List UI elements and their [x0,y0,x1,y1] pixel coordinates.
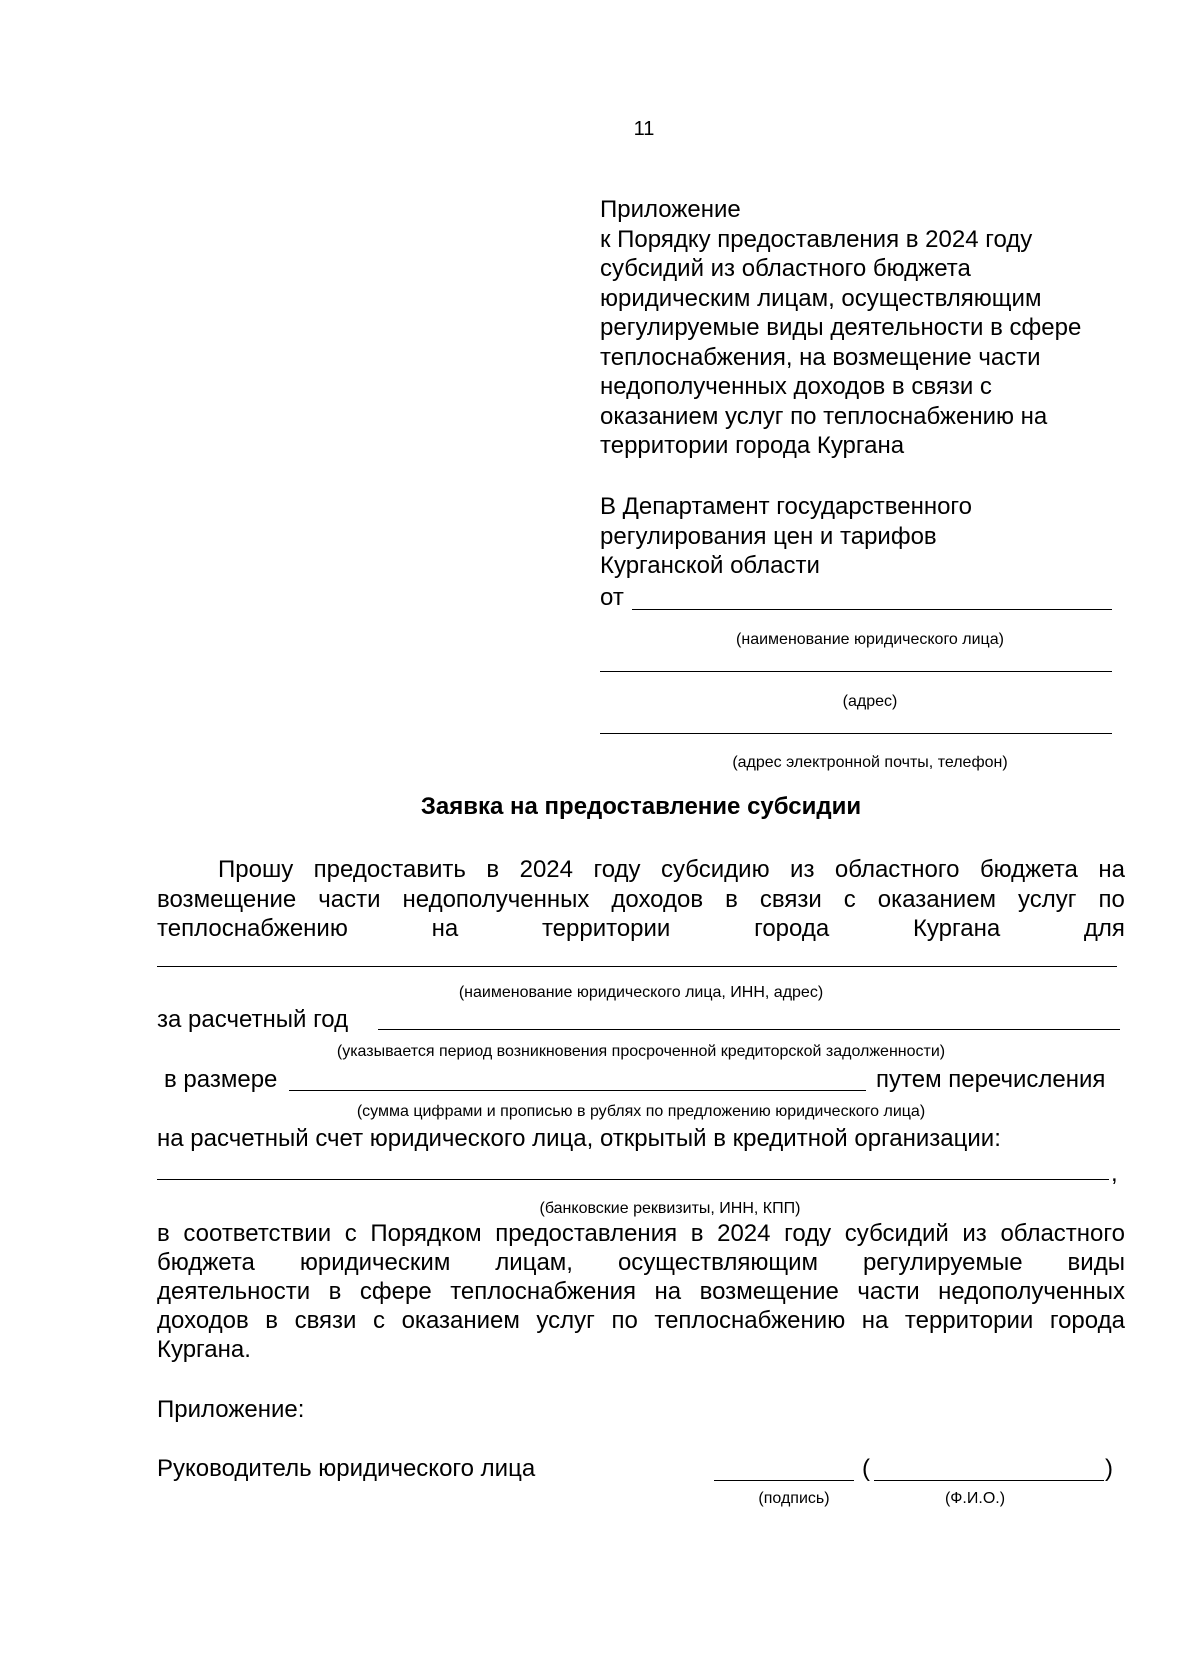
addressee-line: регулирования цен и тарифов [600,522,937,550]
close-paren: ) [1105,1455,1113,1482]
appendix-line: регулируемые виды деятельности в сфере [600,314,1082,341]
word: в [486,856,500,883]
word: с [843,886,856,913]
appendix-line: субсидий из областного бюджета [600,255,971,282]
signature-field[interactable] [714,1480,854,1481]
word: территории [541,915,671,942]
sum-caption: (сумма цифрами и прописью в рублях по предложению юридического лица) [356,1103,926,1120]
word: недополученных [938,1278,1125,1305]
full-name-caption: (Ф.И.О.) [944,1490,1006,1507]
word: теплоснабжению [654,1307,846,1334]
appendix-line: теплоснабжения, на возмещение части [600,343,1041,371]
addressee-line: В Департамент государственного [600,493,972,520]
word: на [861,1307,889,1334]
word: оказанием [401,1307,520,1334]
word: части [318,886,381,913]
word: предоставления [495,1220,678,1247]
word: областного [834,856,960,883]
comma: , [1111,1160,1118,1187]
applicant-address-caption: (адрес) [842,693,898,710]
word: регулируемые [862,1249,1023,1276]
word: лицам, [495,1249,573,1276]
word: году [593,856,641,883]
request-line [157,886,1125,914]
word: 2024 [717,1220,771,1247]
word: по [611,1307,638,1334]
word: связи [759,886,822,913]
compliance-line [157,1307,1125,1335]
word: возмещение [157,886,297,913]
signature-caption: (подпись) [758,1490,830,1507]
word: субсидий [844,1220,949,1247]
appendix-line: к Порядку предоставления в 2024 году [600,225,1033,253]
entity-caption: (наименование юридического лица, ИНН, адрес) [458,984,824,1001]
addressee-block [600,492,1140,581]
request-line [218,856,1125,884]
word: году [784,1220,832,1247]
word: города [1049,1307,1125,1334]
open-paren: ( [862,1455,870,1482]
word: Порядком [370,1220,482,1247]
word: виды [1067,1249,1125,1276]
applicant-address-field[interactable] [600,671,1112,672]
word: в [265,1307,279,1334]
document-title: Заявка на предоставление субсидии [420,793,862,820]
word: из [790,856,815,883]
compliance-line [157,1220,1125,1248]
full-name-field[interactable] [874,1480,1104,1481]
word: в [157,1220,170,1247]
page-number: 11 [633,118,655,140]
request-line [157,915,1125,943]
word: доходов [157,1307,249,1334]
head-label: Руководитель юридического лица [157,1455,536,1482]
word: территории [904,1307,1034,1334]
word: на [654,1278,682,1305]
word: с [344,1220,357,1247]
word: теплоснабжению [157,915,348,942]
word: для [1083,915,1125,942]
word: субсидию [661,856,770,883]
appendix-line: юридическим лицам, осуществляющим [600,284,1042,312]
word: предоставить [313,856,466,883]
word: Прошу [218,856,294,883]
account-label: на расчетный счет юридического лица, открытый в кредитной организации: [157,1125,1001,1152]
word: областного [1000,1220,1125,1247]
word: сфере [359,1278,432,1305]
entity-field[interactable] [157,966,1117,967]
word: юридическим [299,1249,451,1276]
bank-details-field[interactable] [157,1179,1109,1180]
word: в [328,1278,342,1305]
word: услуг [536,1307,595,1334]
appendix-line: Приложение [600,196,741,223]
word: на [431,915,459,942]
appendix-line: территории города Кургана [600,432,905,459]
word: осуществляющим [617,1249,818,1276]
word: в [690,1220,704,1247]
word: возмещение [699,1278,839,1305]
attachment-label: Приложение: [157,1396,305,1423]
word: доходов [611,886,704,913]
word: Кургана [912,915,1001,942]
applicant-name-field[interactable] [632,609,1112,610]
compliance-line [157,1278,1125,1306]
word: соответствии [183,1220,332,1247]
appendix-block [600,195,1140,461]
applicant-name-caption: (наименование юридического лица) [736,631,1004,648]
word: в [725,886,738,913]
word: услуг [1018,886,1077,913]
word: теплоснабжения [450,1278,637,1305]
word: бюджета [979,856,1078,883]
word: по [1098,886,1125,913]
year-label: за расчетный год [157,1006,349,1033]
applicant-contact-caption: (адрес электронной почты, телефон) [732,754,1008,771]
word: недополученных [402,886,590,913]
word: деятельности [157,1278,311,1305]
compliance-line [157,1249,1125,1277]
amount-field[interactable] [289,1090,866,1091]
compliance-line: Кургана. [157,1336,251,1363]
period-caption: (указывается период возникновения просроченной кредиторской задолженности) [336,1043,946,1060]
word: связи [294,1307,357,1334]
appendix-line: недополученных доходов в связи с [600,373,992,400]
transfer-label: путем перечисления [876,1066,1106,1093]
word: города [754,915,830,942]
word: 2024 [519,856,573,883]
from-label: от [600,584,624,611]
applicant-contact-field[interactable] [600,733,1112,734]
word: оказанием [877,886,997,913]
year-field[interactable] [378,1029,1120,1030]
word: части [857,1278,920,1305]
addressee-line: Курганской области [600,552,820,579]
word: из [962,1220,987,1247]
appendix-line: оказанием услуг по теплоснабжению на [600,402,1048,430]
word: с [373,1307,386,1334]
word: бюджета [157,1249,255,1276]
word: на [1098,856,1125,883]
amount-label: в размере [164,1066,278,1093]
bank-caption: (банковские реквизиты, ИНН, КПП) [539,1200,801,1217]
